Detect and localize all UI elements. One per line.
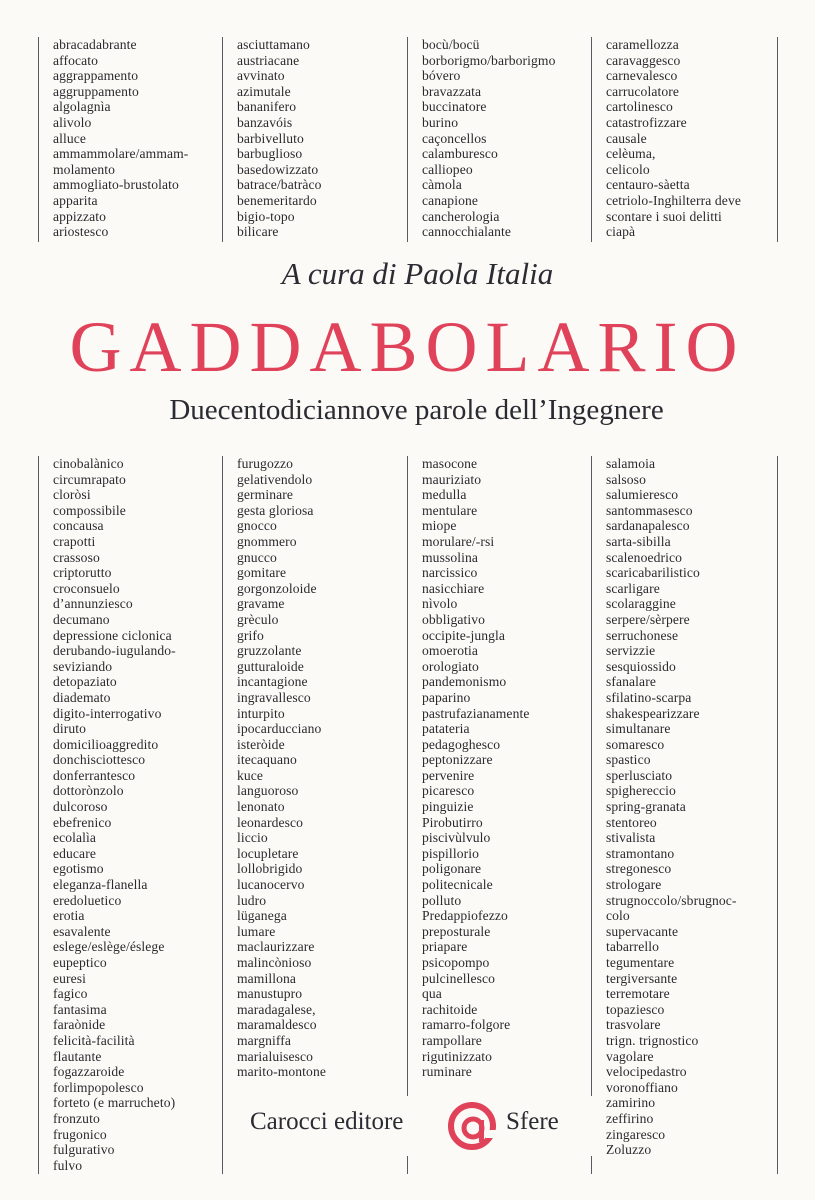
word-entry: donchisciottesco [53,752,146,768]
word-entry: sperlusciato [606,767,673,783]
word-entry: canapione [422,192,478,208]
word-entry: alluce [53,130,87,146]
word-entry: criptorutto [53,565,112,581]
word-entry: stregonesco [606,861,672,877]
word-entry: rampollare [422,1032,482,1048]
word-entry: centauro-sàetta [606,177,690,193]
word-entry: ingravallesco [237,689,311,705]
word-entry: cinobalànico [53,456,124,471]
word-entry: servizzie [606,643,656,659]
word-entry: zamirino [606,1095,656,1111]
word-entry: kuce [237,767,264,783]
word-entry: banzavóis [237,114,293,130]
word-entry: pedagoghesco [422,736,501,752]
word-entry: maradagalese, [237,1001,316,1017]
word-entry: gnommero [237,533,297,549]
word-entry: euresi [53,970,87,986]
publisher-block [240,1096,600,1156]
word-entry: burino [422,114,459,130]
word-entry: compossibile [53,502,126,518]
word-entry: eleganza-flanella [53,877,148,893]
word-entry: bananifero [237,99,297,115]
word-entry: colo [606,908,630,924]
word-entry: marialuisesco [237,1048,314,1064]
word-entry: ariostesco [53,224,109,240]
word-entry: dottorònzolo [53,783,124,799]
word-entry: molamento [53,161,116,177]
word-entry: gravame [237,596,285,612]
word-entry: d’annunziesco [53,596,133,612]
word-entry: circumrapato [53,471,126,487]
word-entry: seviziando [53,658,113,674]
word-entry: ramarro-folgore [422,1017,511,1033]
word-entry: croconsuelo [53,580,120,596]
word-entry: shakespearizzare [606,705,700,721]
word-entry: tabarrello [606,939,660,955]
word-entry: fulgurativo [53,1142,115,1158]
carocci-logo-icon [446,1100,498,1152]
word-entry: asciuttamano [237,37,310,52]
word-entry: politecnicale [422,877,493,893]
word-entry: trasvolare [606,1017,661,1033]
word-entry: gnocco [237,518,277,534]
word-entry: preposturale [422,923,491,939]
word-entry: paparino [422,689,471,705]
word-entry: celèuma, [606,146,656,162]
word-entry: gesta gloriosa [237,502,314,518]
publisher-name: Carocci editore [250,1108,404,1135]
word-entry: serruchonese [606,627,679,643]
word-entry: miope [422,518,457,534]
word-entry: ammogliato-brustolato [53,177,179,193]
word-entry: mauriziato [422,471,482,487]
word-entry: ipocarducciano [237,721,322,737]
word-entry: cancherologia [422,208,500,224]
top-column-4 [591,37,777,242]
word-entry: inturpito [237,705,285,721]
word-entry: sfanalare [606,674,656,690]
word-entry: bravazzata [422,83,482,99]
word-entry: pastrufazianamente [422,705,530,721]
word-entry: stentoreo [606,814,657,830]
bottom-column-1 [38,456,223,1174]
word-entry: aggrappamento [53,68,139,84]
word-entry: salamoia [606,456,656,471]
word-entry: forlimpopolesco [53,1079,144,1095]
word-entry: grifo [237,627,264,643]
word-entry: sfilatino-scarpa [606,689,692,705]
word-entry: affocato [53,52,99,68]
word-entry: sarta-sibilla [606,533,671,549]
word-entry: caçoncellos [422,130,487,146]
word-entry: stivalista [606,830,656,846]
word-entry: Pirobutirro [422,814,483,830]
word-entry: voronoffiano [606,1079,678,1095]
word-entry: buccinatore [422,99,487,115]
word-entry: zeffirino [606,1110,654,1126]
word-entry: simultanare [606,721,671,737]
word-entry: bóvero [422,68,461,84]
word-entry: borborigmo/barborigmo [422,52,556,68]
word-entry: lollobrigido [237,861,303,877]
word-entry: digito-interrogativo [53,705,162,721]
word-entry: stramontano [606,845,675,861]
column-rule [777,37,778,242]
word-entry: caravaggesco [606,52,681,68]
word-entry: batrace/batràco [237,177,322,193]
word-entry: basedowizzato [237,161,319,177]
word-entry: frugonico [53,1126,107,1142]
word-entry: lucanocervo [237,877,305,893]
word-entry: eslege/eslège/éslege [53,939,165,955]
word-entry: alivolo [53,114,92,130]
word-entry: egotismo [53,861,104,877]
word-entry: lenonato [237,799,285,815]
word-entry: apparita [53,192,98,208]
word-entry: gutturaloide [237,658,304,674]
word-entry: cartolinesco [606,99,673,115]
word-entry: zingaresco [606,1126,666,1142]
word-entry: priapare [422,939,468,955]
word-entry: picaresco [422,783,475,799]
word-entry: diruto [53,721,87,737]
word-entry: pervenire [422,767,475,783]
word-entry: pispillorio [422,845,479,861]
word-entry: appizzato [53,208,106,224]
word-entry: spighereccio [606,783,676,799]
word-entry: gruzzolante [237,643,302,659]
word-entry: incantagione [237,674,308,690]
word-entry: rachitoide [422,1001,478,1017]
word-entry: decumano [53,611,110,627]
word-entry: algolagnìa [53,99,111,115]
word-entry: ecolalìa [53,830,97,846]
word-entry: velocipedastro [606,1064,687,1080]
word-entry: gelativendolo [237,471,313,487]
word-entry: causale [606,130,647,146]
word-entry: felicità-facilità [53,1032,135,1048]
word-entry: cetriolo-Inghilterra deve [606,192,741,208]
word-entry: languoroso [237,783,299,799]
word-entry: peptonizzare [422,752,493,768]
word-entry: carrucolatore [606,83,679,99]
word-entry: scalenoedrico [606,549,683,565]
word-entry: tergiversante [606,970,678,986]
word-entry: domicilioaggredito [53,736,159,752]
word-entry: scarligare [606,580,660,596]
word-entry: mussolina [422,549,479,565]
bottom-column-4 [591,456,777,1174]
word-entry: spring-granata [606,799,686,815]
word-entry: educare [53,845,96,861]
word-entry: malincònioso [237,955,312,970]
word-entry: obbligativo [422,611,486,627]
word-entry: derubando-iugulando- [53,643,176,659]
word-entry: poligonare [422,861,482,877]
word-entry: crapotti [53,533,96,549]
word-entry: fulvo [53,1157,83,1173]
book-subtitle: Duecentodiciannove parole dell’Ingegnere [169,394,664,426]
word-entry: terremotare [606,986,670,1002]
word-entry: donferrantesco [53,767,136,783]
series-name: Sfere [506,1108,559,1135]
word-entry: masocone [422,456,478,471]
word-entry: nìvolo [422,596,458,612]
word-entry: grèculo [237,611,279,627]
word-entry: catastrofizzare [606,114,687,130]
word-entry: eredoluetico [53,892,122,908]
column-rule [777,456,778,1174]
curator-line: A cura di Paola Italia [281,256,554,291]
word-entry: locupletare [237,845,299,861]
word-entry: crassoso [53,549,100,565]
word-entry: ammammolare/ammam- [53,146,189,162]
word-entry: bigio-topo [237,208,295,224]
word-entry: marito-montone [237,1064,326,1080]
word-entry: maclaurizzare [237,939,315,955]
word-entry: flautante [53,1048,102,1064]
word-entry: germinare [237,487,293,503]
word-entry: strologare [606,877,662,893]
word-entry: aggruppamento [53,83,139,99]
word-entry: esavalente [53,923,111,939]
word-entry: concausa [53,518,104,534]
word-entry: gnucco [237,549,277,565]
word-entry: carnevalesco [606,68,678,84]
word-entry: Predappiofezzo [422,908,508,924]
word-entry: abracadabrante [53,37,137,52]
word-entry: polluto [422,892,462,908]
word-entry: azimutale [237,83,291,99]
word-entry: lüganega [237,908,287,924]
word-entry: sesquiossido [606,658,676,674]
book-title: GADDABOLARIO [69,307,746,387]
word-entry: scontare i suoi delitti [606,208,722,224]
word-entry: fagico [53,986,88,1002]
word-entry: orologiato [422,658,479,674]
word-entry: mentulare [422,502,478,518]
word-entry: spastico [606,752,651,768]
word-entry: piscivùlvulo [422,830,491,846]
word-entry: omoerotia [422,643,479,659]
word-entry: pulcinellesco [422,970,496,986]
word-entry: ebefrenico [53,814,112,830]
word-entry: santommasesco [606,502,693,518]
word-entry: calliopeo [422,161,473,177]
word-entry: scolaraggine [606,596,676,612]
word-entry: bocù/bocü [422,37,480,52]
top-column-2 [222,37,407,242]
word-entry: serpere/sèrpere [606,611,690,627]
word-entry: rigutinizzato [422,1048,492,1064]
word-entry: narcissico [422,565,478,581]
word-entry: furugozzo [237,456,294,471]
word-entry: fantasima [53,1001,107,1017]
word-entry: eupeptico [53,955,107,970]
word-entry: austriacane [237,52,300,68]
word-entry: ciapà [606,224,636,240]
word-entry: fronzuto [53,1110,100,1126]
word-entry: mamillona [237,970,297,986]
word-entry: liccio [237,830,268,846]
word-entry: lumare [237,923,276,939]
word-entry: faraònide [53,1017,106,1033]
top-column-3 [407,37,592,242]
word-entry: morulare/-rsi [422,533,495,549]
word-entry: pinguizie [422,799,474,815]
word-entry: sardanapalesco [606,518,690,534]
word-entry: occipite-jungla [422,627,506,643]
word-entry: qua [422,986,442,1002]
word-entry: benemeritardo [237,192,317,208]
word-entry: patateria [422,721,470,737]
word-entry: psicopompo [422,955,490,970]
word-entry: gorgonzoloide [237,580,317,596]
word-entry: diademato [53,689,111,705]
word-entry: avvinato [237,68,285,84]
word-entry: salsoso [606,471,646,487]
word-entry: erotia [53,908,85,924]
bottom-column-3 [407,456,592,1174]
word-entry: celicolo [606,161,650,177]
word-entry: leonardesco [237,814,304,830]
word-entry: tegumentare [606,955,675,970]
word-entry: calamburesco [422,146,498,162]
word-entry: Zoluzzo [606,1142,652,1158]
word-entry: cloròsi [53,487,91,503]
word-entry: manustupro [237,986,303,1002]
word-entry: càmola [422,177,462,193]
word-entry: isteròide [237,736,285,752]
word-entry: topaziesco [606,1001,665,1017]
word-entry: barbivelluto [237,130,304,146]
word-entry: dulcoroso [53,799,108,815]
word-entry: gomitare [237,565,287,581]
word-entry: salumieresco [606,487,679,503]
word-entry: bilicare [237,224,279,240]
word-entry: maramaldesco [237,1017,317,1033]
word-entry: somaresco [606,736,665,752]
word-entry: supervacante [606,923,679,939]
word-entry: margniffa [237,1032,292,1048]
word-entry: depressione ciclonica [53,627,172,643]
word-entry: barbuglioso [237,146,303,162]
word-entry: strugnoccolo/sbrugnoc- [606,892,737,908]
word-entry: scaricabarilistico [606,565,700,581]
word-entry: pandemonismo [422,674,507,690]
word-entry: detopaziato [53,674,117,690]
word-entry: caramellozza [606,37,679,52]
word-entry: nasicchiare [422,580,485,596]
word-entry: ludro [237,892,267,908]
word-entry: fogazzaroide [53,1064,125,1080]
word-entry: forteto (e marrucheto) [53,1095,176,1111]
word-entry: cannocchialante [422,224,512,240]
word-entry: vagolare [606,1048,654,1064]
word-entry: ruminare [422,1064,472,1080]
word-entry: itecaquano [237,752,297,768]
word-entry: medulla [422,487,467,503]
bottom-column-2 [222,456,407,1174]
top-column-1 [38,37,223,242]
word-entry: trign. trignostico [606,1032,699,1048]
